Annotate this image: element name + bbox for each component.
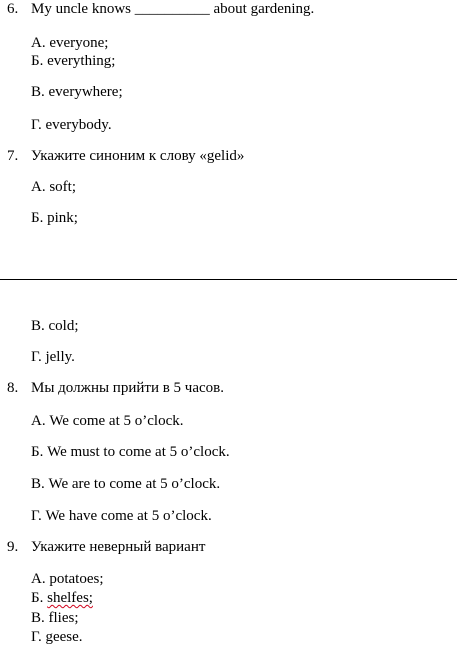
question-7-text: Укажите синоним к слову «gelid» <box>31 148 245 164</box>
question-8-number: 8. <box>7 380 19 396</box>
question-7-number: 7. <box>7 148 19 164</box>
question-6-number: 6. <box>7 1 19 17</box>
question-9-option-b <box>31 589 93 608</box>
question-9-option-b-word: shelfes; <box>47 590 93 606</box>
question-9-option-a: А. potatoes; <box>31 571 104 587</box>
question-6-text: My uncle knows __________ about gardening. <box>31 1 315 17</box>
question-9-option-c: В. flies; <box>31 610 79 626</box>
question-7-option-a: А. soft; <box>31 179 76 195</box>
question-8-option-d: Г. We have come at 5 o’clock. <box>31 508 212 524</box>
question-9-option-b-prefix: Б. <box>31 590 48 606</box>
question-9-number: 9. <box>7 539 19 555</box>
question-8-option-b: Б. We must to come at 5 o’clock. <box>31 444 230 460</box>
page-break-divider <box>0 279 457 280</box>
question-6-option-c: В. everywhere; <box>31 84 123 100</box>
question-7-option-b: Б. pink; <box>31 210 78 226</box>
question-6-option-a: А. everyone; <box>31 35 109 51</box>
question-7-option-d: Г. jelly. <box>31 349 75 365</box>
question-6-option-d: Г. everybody. <box>31 117 112 133</box>
question-9-option-d: Г. geese. <box>31 629 83 645</box>
question-6-option-b: Б. everything; <box>31 53 116 69</box>
question-8-option-a: А. We come at 5 o’clock. <box>31 413 184 429</box>
question-8-option-c: В. We are to come at 5 o’clock. <box>31 476 221 492</box>
question-8-text: Мы должны прийти в 5 часов. <box>31 380 224 396</box>
question-7-option-c: В. cold; <box>31 318 79 334</box>
question-9-text: Укажите неверный вариант <box>31 539 206 555</box>
